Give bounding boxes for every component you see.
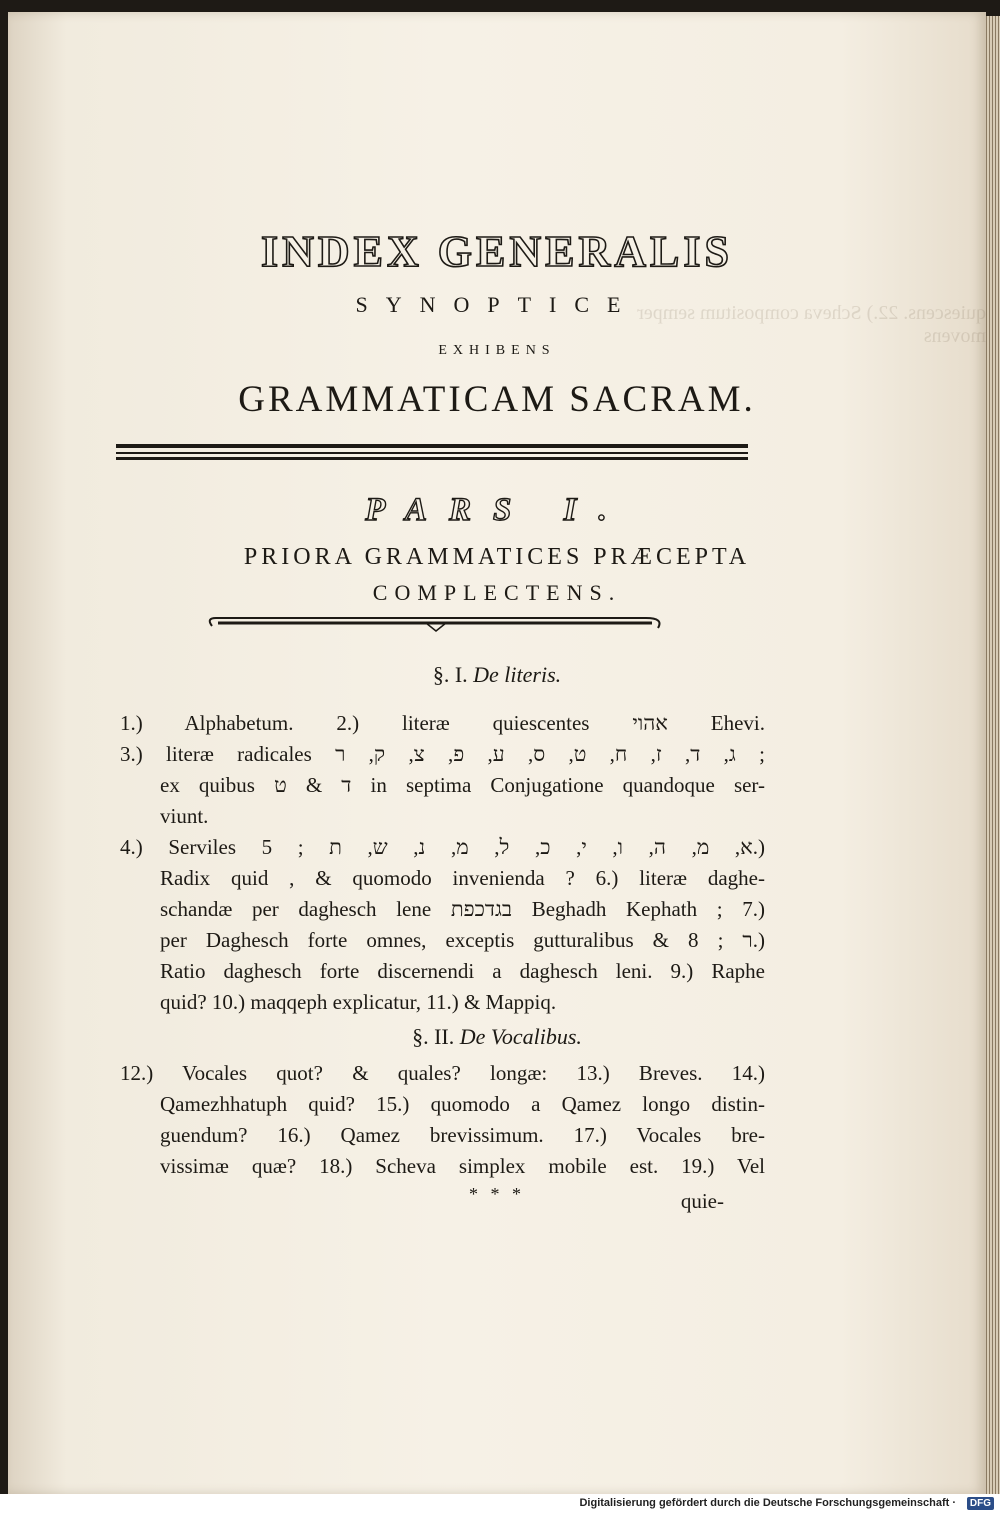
dfg-logo: DFG bbox=[967, 1497, 994, 1510]
text-line: 12.) Vocales quot? & quales? longæ: 13.) Breves. 14.) bbox=[120, 1061, 765, 1085]
title-grammaticam-sacram: GRAMMATICAM SACRAM. bbox=[238, 379, 756, 420]
title-synoptice: SYNOPTICE bbox=[355, 292, 639, 317]
text-line: vissimæ quæ? 18.) Scheva simplex mobile est. 19.) Vel bbox=[160, 1154, 765, 1178]
section2-title: De Vocalibus. bbox=[459, 1024, 582, 1049]
double-rule-third bbox=[116, 457, 748, 460]
text-line: Radix quid , & quomodo invenienda ? 6.) literæ daghe- bbox=[160, 866, 765, 890]
bleed-through-text: quiescens. 22.) Scheva compositum semper movens bbox=[637, 302, 986, 347]
section1-number: §. I. bbox=[432, 662, 468, 687]
book-page bbox=[8, 12, 986, 1494]
dfg-credit: Digitalisierung gefördert durch die Deutsche Forschungsgemeinschaft · bbox=[579, 1497, 956, 1509]
section2-number: §. II. bbox=[412, 1024, 455, 1049]
text-line: 3.) literæ radicales ג, ד, ז, ח, ט, ס, ע, פ, צ, ק, ר ; bbox=[120, 742, 766, 766]
pars-subtitle-line1: PRIORA GRAMMATICES PRÆCEPTA bbox=[243, 544, 751, 570]
pars-subtitle-line2: COMPLECTENS. bbox=[372, 580, 622, 605]
double-rule-top bbox=[116, 444, 748, 448]
section2-heading bbox=[8, 1024, 986, 1050]
section2-body bbox=[120, 1058, 765, 1182]
section1-body bbox=[120, 708, 765, 1018]
ornamental-flourish bbox=[206, 612, 666, 634]
text-line: 4.) Serviles א, מ, ה, ו, י, כ, ל, מ, נ, ש, ת ; 5.) bbox=[120, 835, 765, 859]
section1-heading bbox=[8, 662, 986, 688]
text-line: ex quibus ד & ט in septima Conjugatione quandoque ser- bbox=[160, 773, 765, 797]
text-line: per Daghesch forte omnes, exceptis gutturalibus & ר ; 8.) bbox=[160, 928, 765, 952]
pars-heading: PARS I. bbox=[365, 492, 629, 528]
text-line: quid? 10.) maqqeph explicatur, 11.) & Mappiq. bbox=[160, 990, 557, 1014]
text-line: Qamezhhatuph quid? 15.) quomodo a Qamez longo distin- bbox=[160, 1092, 765, 1116]
catchword: quie- bbox=[680, 1189, 724, 1213]
double-rule-bottom bbox=[116, 452, 748, 454]
title-index-generalis: INDEX GENERALIS bbox=[261, 227, 733, 276]
title-exhibens: EXHIBENS bbox=[438, 343, 556, 358]
text-line: Ratio daghesch forte discernendi a daghesch leni. 9.) Raphe bbox=[160, 959, 765, 983]
page-edge bbox=[986, 16, 1000, 1494]
text-line: viunt. bbox=[160, 804, 209, 828]
text-line: schandæ per daghesch lene בגדכפת Beghadh Kephath ; 7.) bbox=[160, 897, 766, 921]
signature-mark: * * * bbox=[469, 1184, 525, 1204]
section1-title: De literis. bbox=[473, 662, 562, 687]
text-line: guendum? 16.) Qamez brevissimum. 17.) Vocales bre- bbox=[160, 1123, 765, 1147]
text-line: 1.) Alphabetum. 2.) literæ quiescentes אהוי Ehevi. bbox=[120, 711, 766, 735]
